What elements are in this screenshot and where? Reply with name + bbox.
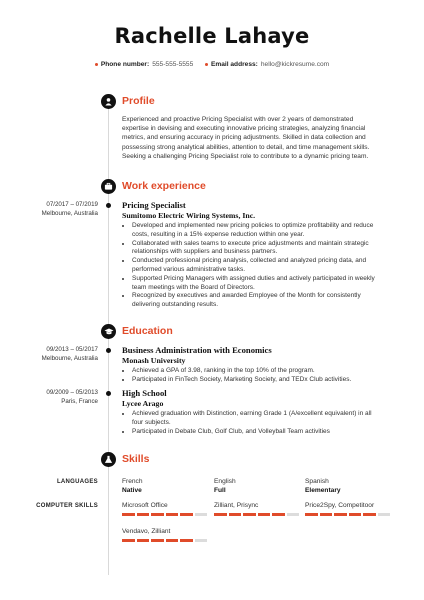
- edu-entry: [122, 346, 376, 385]
- list-item: • Developed and implemented new pricing policies to optimize profitability and reduce costs, resulting in a 15% expense reduction within one year.: [132, 222, 376, 240]
- skill-level-segment: [229, 513, 242, 516]
- contact-line: [0, 61, 424, 68]
- list-item: • Recognized by executives and awarded Employee of the Month for consistently delivering outstanding results.: [132, 292, 376, 310]
- person-icon: [101, 94, 116, 109]
- list-item: • Supported Pricing Managers with assigned duties and actively participated in weekly team meetings with the Board of Directors.: [132, 275, 376, 293]
- edu-bullets: [122, 410, 376, 436]
- job-position: Pricing Specialist: [122, 200, 186, 210]
- skill-name: Zilliant, Prisync: [214, 502, 259, 509]
- edu-bullets: [122, 367, 376, 385]
- graduation-cap-icon: [101, 324, 116, 339]
- job-date-range: 07/2017 – 07/2019: [46, 201, 98, 208]
- phone-value: 555-555-5555: [152, 61, 194, 68]
- skill-level-segment: [349, 513, 362, 516]
- skill-level-segment: [334, 513, 347, 516]
- languages-label: LANGUAGES: [56, 479, 98, 485]
- skill-level-bar: [305, 513, 390, 516]
- edu-dates: [0, 389, 98, 406]
- skill-level-segment: [305, 513, 318, 516]
- skill-level-segment: [180, 513, 193, 516]
- language-item: [214, 477, 236, 495]
- edu-entry: [122, 389, 376, 436]
- skill-level-bar: [122, 539, 207, 542]
- candidate-name: Rachelle Lahaye: [114, 24, 310, 48]
- list-item: • Conducted professional pricing analysis, collected and analyzed pricing data, and performed various administrative tasks.: [132, 257, 376, 275]
- bullet-dot-icon: [95, 63, 98, 66]
- skill-level-segment: [363, 513, 376, 516]
- skill-level-segment: [166, 513, 179, 516]
- language-item: [122, 477, 143, 495]
- language-name: Spanish: [305, 478, 329, 485]
- edu-location: Paris, France: [61, 397, 98, 405]
- skill-level-segment: [287, 513, 300, 516]
- language-item: [305, 477, 341, 495]
- language-name: French: [122, 478, 143, 485]
- edu-date-range: 09/2013 – 05/2017: [46, 346, 98, 353]
- timeline-node: [106, 391, 111, 396]
- skill-level-segment: [320, 513, 333, 516]
- list-item: • Collaborated with sales teams to execute price adjustments and maintain strategic relationships with suppliers and business partners.: [132, 240, 376, 258]
- email-value[interactable]: hello@kickresume.com: [260, 61, 330, 68]
- edu-school: Lycee Arago: [122, 398, 164, 408]
- flask-icon: [101, 452, 116, 467]
- edu-location: Melbourne, Australia: [41, 354, 98, 362]
- timeline-node: [106, 203, 111, 208]
- section-title-skills: Skills: [122, 453, 150, 465]
- skill-level-bar: [214, 513, 299, 516]
- skill-level-bar: [122, 513, 207, 516]
- skill-level-segment: [151, 513, 164, 516]
- edu-degree: Business Administration with Economics: [122, 345, 272, 355]
- timeline-node: [106, 348, 111, 353]
- list-item: • Participated in Debate Club, Golf Club, and Volleyball Team activities: [132, 428, 376, 437]
- phone-label: Phone number:: [100, 61, 150, 68]
- skill-name: Vendavo, Zilliant: [122, 528, 171, 535]
- skill-name: Price2Spy, Competitoor: [305, 502, 375, 509]
- skill-level-segment: [180, 539, 193, 542]
- briefcase-icon: [101, 179, 116, 194]
- skill-level-segment: [272, 513, 285, 516]
- section-title-education: Education: [122, 325, 173, 337]
- edu-date-range: 09/2009 – 05/2013: [46, 389, 98, 396]
- profile-text: Experienced and proactive Pricing Specialist with over 2 years of demonstrated expertise in devising and executing innovative pricing strategies, analyzing financial metrics, and ensuring accuracy in pricing adjustments. Skilled in data collection and possessing strong analytical abilities, attention to detail, and time management skills. Seeking a challenging Pricing Specialist role to contribute to a dynamic pricing team.: [122, 116, 370, 160]
- job-dates: [0, 201, 98, 218]
- skill-level-segment: [243, 513, 256, 516]
- skill-level-segment: [195, 513, 208, 516]
- skill-level-segment: [137, 513, 150, 516]
- list-item: • Participated in FinTech Society, Marketing Society, and TEDx Club activities.: [132, 376, 376, 385]
- skill-level-segment: [151, 539, 164, 542]
- language-name: English: [214, 478, 236, 485]
- section-title-work: Work experience: [122, 180, 206, 192]
- job-bullets: [122, 222, 376, 310]
- skill-name: Microsoft Office: [122, 502, 168, 509]
- edu-school: Monash University: [122, 355, 186, 365]
- bullet-dot-icon: [205, 63, 208, 66]
- job-location: Melbourne, Australia: [41, 209, 98, 217]
- skill-level-segment: [258, 513, 271, 516]
- skill-level-segment: [195, 539, 208, 542]
- language-level: Full: [214, 487, 226, 494]
- skill-level-segment: [122, 539, 135, 542]
- job-company: Sumitomo Electric Wiring Systems, Inc.: [122, 210, 256, 220]
- section-title-profile: Profile: [122, 95, 155, 107]
- list-item: • Achieved a GPA of 3.98, ranking in the top 10% of the program.: [132, 367, 376, 376]
- skill-level-segment: [378, 513, 391, 516]
- job-entry: [122, 201, 376, 310]
- list-item: • Achieved graduation with Distinction, earning Grade 1 (A/excellent equivalent) in all four subjects.: [132, 410, 376, 428]
- language-level: Native: [122, 487, 142, 494]
- edu-degree: High School: [122, 388, 167, 398]
- email-label: Email address:: [210, 61, 258, 68]
- computer-skills-label: COMPUTER SKILLS: [36, 503, 98, 509]
- edu-dates: [0, 346, 98, 363]
- language-level: Elementary: [305, 487, 341, 494]
- skill-level-segment: [166, 539, 179, 542]
- skill-level-segment: [137, 539, 150, 542]
- skill-level-segment: [122, 513, 135, 516]
- skill-level-segment: [214, 513, 227, 516]
